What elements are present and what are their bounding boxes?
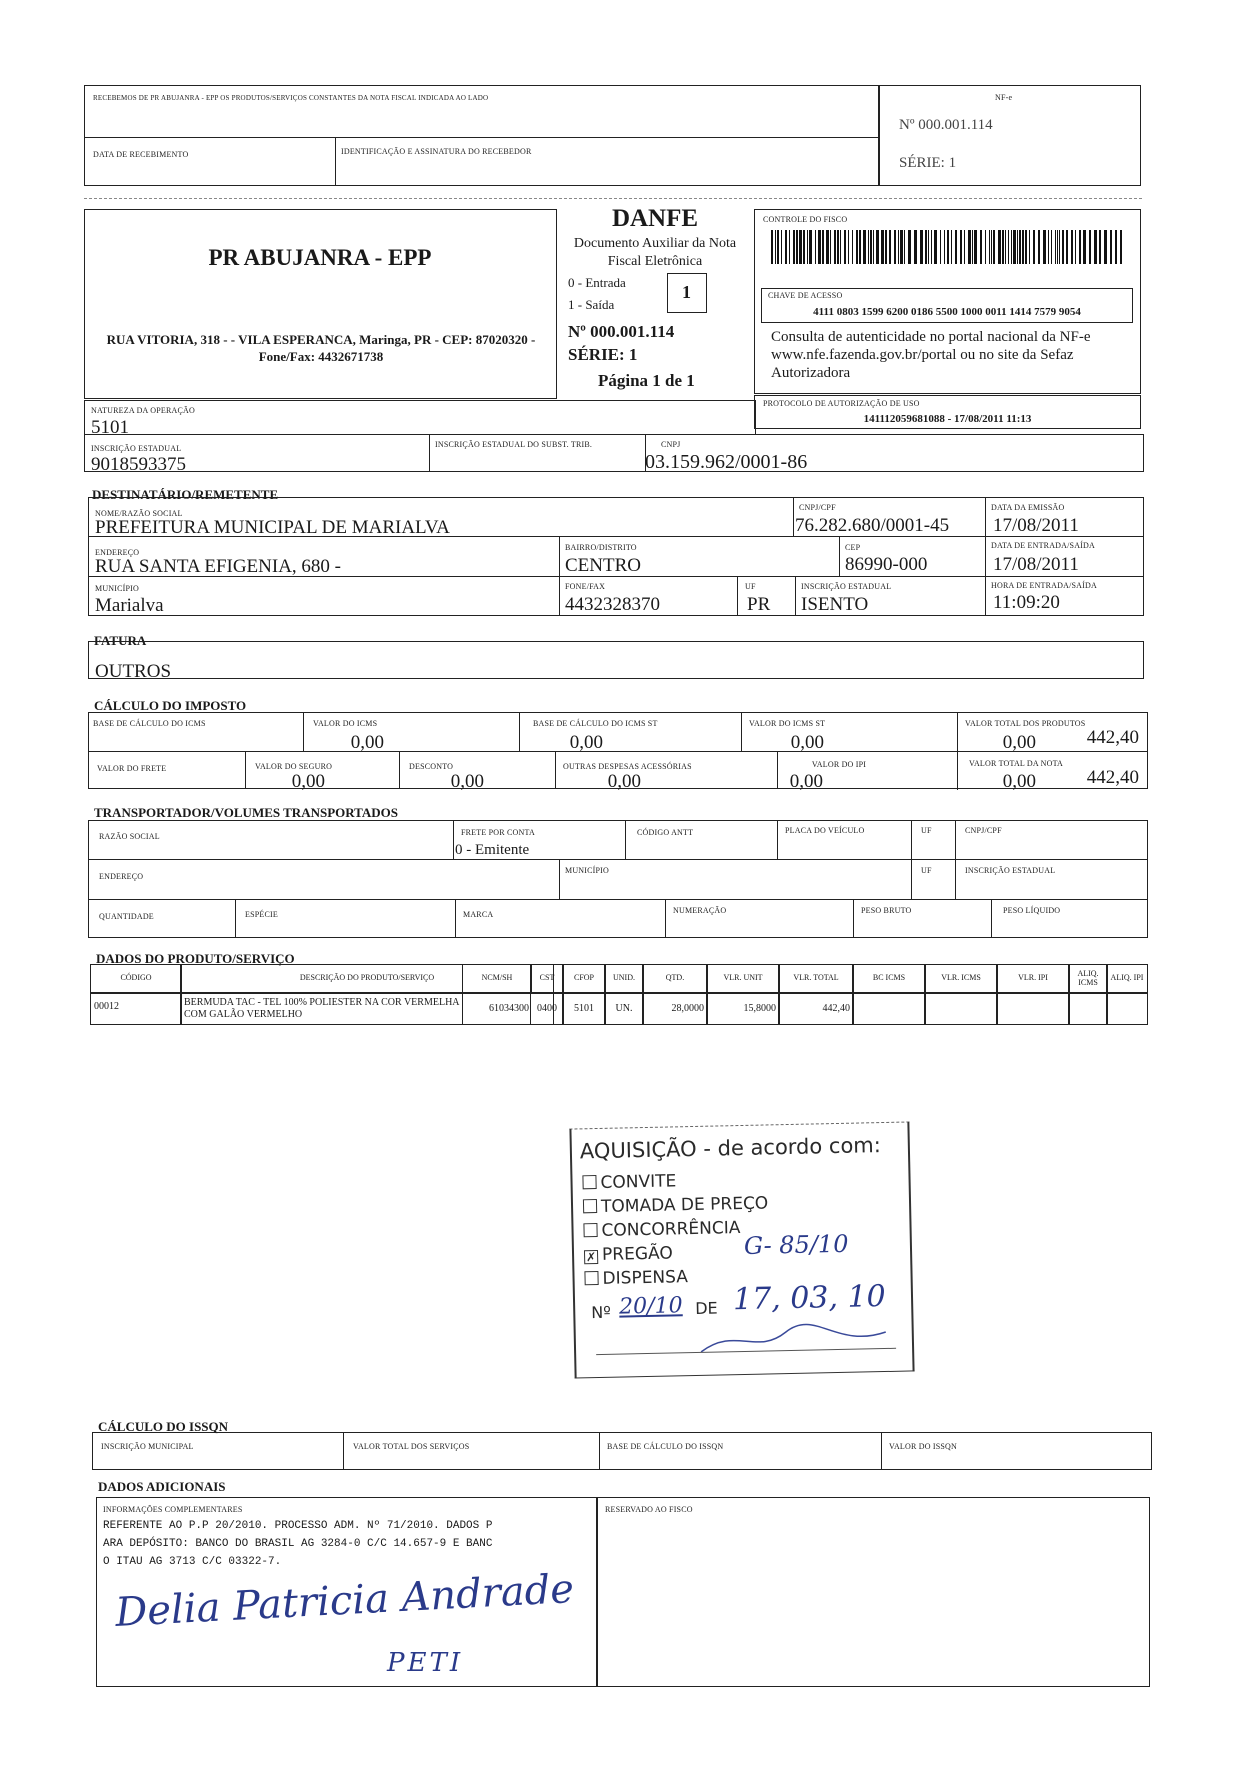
issuer-cnpj-label: CNPJ [661, 440, 681, 449]
issqn-value-label: VALOR DO ISSQN [889, 1442, 957, 1451]
gross-weight-label: PESO BRUTO [861, 906, 912, 915]
insurance-label: VALOR DO SEGURO [255, 762, 333, 771]
barcode-bar [974, 230, 977, 264]
item-qty: 28,0000 [671, 1003, 704, 1014]
handwritten-initials: PETI [387, 1648, 464, 1678]
phone-label: FONE/FAX [565, 582, 606, 591]
stamp-number-label: Nº [591, 1302, 611, 1323]
table-row [90, 993, 1148, 1025]
barcode-bar [944, 230, 945, 264]
barcode-bar [1011, 230, 1012, 264]
barcode-bar [889, 230, 891, 264]
access-key: 4111 0803 1599 6200 0186 5500 1000 0011 1414 7579 9054 [813, 306, 1081, 318]
col-icms-value: VLR. ICMS [941, 973, 981, 983]
barcode-bar [934, 230, 937, 264]
barcode-bar [807, 230, 808, 264]
barcode-bar [980, 230, 982, 264]
barcode-bar [1017, 230, 1018, 264]
barcode-bar [868, 230, 869, 264]
barcode-bar [844, 230, 846, 264]
recipient-box [88, 497, 1144, 616]
danfe-page: Página 1 de 1 [598, 371, 695, 390]
ipi-value: 0,00 [1002, 771, 1036, 792]
barcode-bar [834, 230, 836, 264]
issqn-base-label: BASE DE CÁLCULO DO ISSQN [607, 1442, 724, 1451]
species-label: ESPÉCIE [245, 910, 278, 919]
state-registration: 9018593375 [91, 454, 186, 475]
carrier-uf-label: UF [921, 826, 932, 835]
invoice-total: 442,40 [1086, 767, 1139, 788]
col-description: DESCRIÇÃO DO PRODUTO/SERVIÇO [299, 973, 435, 983]
invoice-value: OUTROS [95, 661, 172, 682]
barcode-bar [920, 230, 923, 264]
item-cst: 0400 [537, 1003, 557, 1014]
recipient-name: PREFEITURA MUNICIPAL DE MARIALVA [95, 517, 450, 538]
operation-nature-label: NATUREZA DA OPERAÇÃO [91, 406, 196, 415]
barcode-bar [991, 230, 992, 264]
barcode-bar [972, 230, 973, 264]
barcode-bar [1033, 230, 1035, 264]
barcode-bar [914, 230, 917, 264]
danfe-block [560, 205, 750, 400]
barcode-bar [881, 230, 884, 264]
issue-date-label: DATA DA EMISSÃO [991, 503, 1065, 512]
icms-st-value-label: VALOR DO ICMS ST [749, 719, 826, 728]
receipt-date-label: DATA DE RECEBIMENTO [93, 150, 189, 159]
item-unit-price: 15,8000 [743, 1003, 776, 1014]
carrier-city-label: MUNICÍPIO [565, 866, 610, 875]
tax-control-box [754, 209, 1141, 394]
recipient-address-label: ENDEREÇO [95, 548, 140, 557]
barcode-bar [1079, 230, 1081, 264]
stamp-pregao-note: G- 85/10 [743, 1229, 849, 1260]
stub-nfe-box [878, 85, 1141, 186]
danfe-entrada-option: 0 - Entrada [568, 275, 626, 290]
col-cst: CST [539, 973, 555, 983]
barcode-bar [940, 230, 941, 264]
access-key-label: CHAVE DE ACESSO [768, 291, 843, 300]
other-expenses-label: OUTRAS DESPESAS ACESSÓRIAS [563, 762, 692, 771]
additional-section-title: DADOS ADICIONAIS [98, 1479, 226, 1494]
icms-st-base-label: BASE DE CÁLCULO DO ICMS ST [533, 719, 658, 728]
barcode-bar [799, 230, 802, 264]
item-total-price: 442,40 [822, 1003, 850, 1014]
receipt-statement: RECEBEMOS DE PR ABUJANRA - EPP OS PRODUTOS/SERVIÇOS CONSTANTES DA NOTA FISCAL INDICADA AO LADO [93, 94, 489, 102]
numbering-label: NUMERAÇÃO [673, 906, 727, 915]
barcode-bar [931, 230, 932, 264]
entry-exit-time-label: HORA DE ENTRADA/SAÍDA [991, 581, 1097, 590]
icms-value: 0,00 [569, 732, 603, 753]
col-total-price: VLR. TOTAL [793, 973, 839, 983]
danfe-type-box [667, 273, 707, 313]
freight-payer-label: FRETE POR CONTA [461, 828, 535, 837]
barcode-bar [1029, 230, 1030, 264]
ipi-value-label: VALOR DO IPI [811, 760, 867, 769]
barcode-bar [822, 230, 824, 264]
carrier-name-label: RAZÃO SOCIAL [99, 832, 160, 841]
barcode-bar [955, 230, 957, 264]
barcode-bar [1051, 230, 1052, 264]
stamp-de-label: DE [695, 1298, 718, 1318]
barcode-bar [1120, 230, 1122, 264]
reserved-fisco-label: RESERVADO AO FISCO [605, 1505, 693, 1514]
issqn-section-title: CÁLCULO DO ISSQN [98, 1419, 229, 1434]
issuer-box [84, 209, 557, 399]
municipal-registration-label: INSCRIÇÃO MUNICIPAL [101, 1442, 194, 1451]
discount: 0,00 [607, 771, 641, 792]
recipient-cnpj-label: CNPJ/CPF [799, 503, 836, 512]
col-ipi-rate: ALIQ. IPI [1110, 973, 1144, 983]
barcode-bar [781, 230, 782, 264]
operation-nature: 5101 [91, 417, 129, 438]
barcode-bar [1094, 230, 1097, 264]
danfe-title: DANFE [611, 205, 699, 232]
tax-control-label: CONTROLE DO FISCO [763, 215, 848, 224]
barcode-bar [1083, 230, 1086, 264]
uf: PR [747, 594, 771, 615]
col-code: CÓDIGO [120, 973, 152, 983]
barcode-bar [1002, 230, 1004, 264]
icms-value-label: VALOR DO ICMS [313, 719, 378, 728]
stamp-option-convite: CONVITE [582, 1171, 676, 1193]
stamp-option-tomada: TOMADA DE PREÇO [583, 1193, 769, 1217]
barcode-bar [894, 230, 896, 264]
freight-payer: 0 - Emitente [455, 842, 530, 858]
barcode-bar [870, 230, 872, 264]
receiver-signature-label: IDENTIFICAÇÃO E ASSINATURA DO RECEBEDOR [341, 147, 532, 156]
zip-label: CEP [845, 543, 861, 552]
barcode-bar [908, 230, 911, 264]
col-cfop: CFOP [573, 973, 594, 983]
danfe-saida-option: 1 - Saída [568, 297, 615, 312]
stamp-option-pregao: ✗ PREGÃO [585, 1243, 673, 1265]
state-registration-label: INSCRIÇÃO ESTADUAL [91, 444, 182, 453]
barcode-bar [1110, 230, 1112, 264]
discount-label: DESCONTO [409, 762, 454, 771]
barcode-bar [1019, 230, 1021, 264]
barcode-bar [1008, 230, 1009, 264]
district: CENTRO [565, 555, 641, 576]
uf-label: UF [745, 582, 756, 591]
operation-nature-box [84, 400, 756, 438]
danfe-series: SÉRIE: 1 [568, 345, 638, 364]
services-total-label: VALOR TOTAL DOS SERVIÇOS [353, 1442, 470, 1451]
barcode-bar [826, 230, 829, 264]
item-ncm: 61034300 [489, 1003, 529, 1014]
freight: 0,00 [291, 771, 325, 792]
col-ncm: NCM/SH [481, 973, 513, 983]
barcode-bar [968, 230, 971, 264]
barcode-bar [1071, 230, 1073, 264]
recipient-address: RUA SANTA EFIGENIA, 680 - [95, 556, 342, 577]
icms-st-value: 0,00 [1002, 732, 1036, 753]
barcode-bar [900, 230, 903, 264]
stamp-title: AQUISIÇÃO - de acordo com: [579, 1133, 882, 1164]
danfe-subtitle: Documento Auxiliar da Nota Fiscal Eletrônica [573, 236, 737, 269]
entry-exit-date-label: DATA DE ENTRADA/SAÍDA [991, 541, 1096, 550]
col-ipi-value: VLR. IPI [1018, 973, 1048, 983]
invoice-total-label: VALOR TOTAL DA NOTA [969, 759, 1064, 768]
additional-info-label: INFORMAÇÕES COMPLEMENTARES [103, 1505, 243, 1514]
cut-line [84, 198, 1142, 199]
barcode-bar [964, 230, 965, 264]
barcode-bar [793, 230, 795, 264]
handwritten-signature: Delia Patricia Andrade [114, 1566, 575, 1636]
issuer-address: RUA VITORIA, 318 - - VILA ESPERANCA, Maringa, PR - CEP: 87020320 - Fone/Fax: 4432671738 [106, 332, 536, 364]
products-total-label: VALOR TOTAL DOS PRODUTOS [965, 719, 1086, 728]
barcode-bar [928, 230, 929, 264]
barcode-bar [1038, 230, 1040, 264]
district-label: BAIRRO/DISTRITO [565, 543, 637, 552]
barcode-bar [852, 230, 853, 264]
zip: 86990-000 [845, 554, 928, 575]
barcode-bar [785, 230, 787, 264]
tax-box [88, 712, 1148, 792]
entry-exit-date: 17/08/2011 [993, 554, 1079, 575]
barcode-bar [809, 230, 812, 264]
icms-st-base: 0,00 [790, 732, 824, 753]
issuer-registration-row [84, 434, 1144, 475]
item-description: BERMUDA TAC - TEL 100% POLIESTER NA COR VERMELHA COM GALÃO VERMELHO [184, 997, 459, 1020]
col-icms-base: BC ICMS [872, 973, 906, 983]
barcode-bar [863, 230, 866, 264]
additional-info-line-3: O ITAU AG 3713 C/C 03322-7. [103, 1556, 282, 1568]
barcode-bar [1048, 230, 1049, 264]
barcode-bar [1013, 230, 1016, 264]
col-qty: QTD. [665, 973, 685, 983]
nfe-label: NF-e [995, 93, 1013, 102]
barcode-bar [815, 230, 816, 264]
carrier-ie-label: INSCRIÇÃO ESTADUAL [965, 866, 1056, 875]
icms-base: 0,00 [350, 732, 384, 753]
barcode-bar [989, 230, 990, 264]
issuer-name: PR ABUJANRA - EPP [208, 245, 432, 270]
barcode-bar [951, 230, 952, 264]
freight-label: VALOR DO FRETE [97, 764, 167, 773]
recipient-section-title: DESTINATÁRIO/REMETENTE [92, 487, 279, 502]
barcode-bar [775, 230, 776, 264]
additional-info-line-2: ARA DEPÓSITO: BANCO DO BRASIL AG 3284-0 C/C 14.657-9 E BANC [103, 1538, 493, 1550]
barcode-bar [985, 230, 986, 264]
products-total: 442,40 [1086, 727, 1139, 748]
carrier-cnpj-label: CNPJ/CPF [965, 826, 1002, 835]
barcode-bar [1043, 230, 1046, 264]
carrier-section-title: TRANSPORTADOR/VOLUMES TRANSPORTADOS [94, 805, 399, 820]
authenticity-text: Consulta de autenticidade no portal nacional da NF-e www.nfe.fazenda.gov.br/portal ou no site da Sefaz Autorizadora [771, 329, 1091, 381]
barcode-bar [1062, 230, 1064, 264]
barcode-bar [998, 230, 1001, 264]
barcode-bar [1022, 230, 1024, 264]
barcode-bar [777, 230, 779, 264]
barcode-bar [993, 230, 995, 264]
col-icms-rate: ALIQ. ICMS [1077, 969, 1099, 987]
barcode-bar [904, 230, 905, 264]
issue-date: 17/08/2011 [993, 515, 1079, 536]
vehicle-plate-label: PLACA DO VEÍCULO [785, 826, 865, 835]
phone: 4432328370 [565, 594, 660, 615]
issuer-cnpj: 03.159.962/0001-86 [645, 451, 808, 473]
barcode-bar [876, 230, 879, 264]
barcode-bar [848, 230, 849, 264]
barcode-bar [1099, 230, 1101, 264]
barcode-bar [840, 230, 841, 264]
city-label: MUNICÍPIO [95, 584, 140, 593]
stamp-number: 20/10 [618, 1293, 683, 1320]
barcode-bar [873, 230, 874, 264]
barcode-bar [1075, 230, 1076, 264]
additional-info-box [96, 1497, 598, 1687]
issqn-box [92, 1432, 1152, 1470]
barcode-bar [1104, 230, 1107, 264]
city: Marialva [95, 595, 164, 616]
antt-label: CÓDIGO ANTT [637, 828, 694, 837]
recipient-ie: ISENTO [801, 594, 869, 615]
receipt-stub [84, 85, 880, 186]
recipient-ie-label: INSCRIÇÃO ESTADUAL [801, 582, 892, 591]
barcode-bar [837, 230, 839, 264]
stub-invoice-number: Nº 000.001.114 [899, 117, 993, 133]
brand-label: MARCA [463, 910, 494, 919]
protocol-value: 141112059681088 - 17/08/2011 11:13 [863, 413, 1032, 425]
barcode-bar [1089, 230, 1091, 264]
barcode-bar [771, 230, 773, 264]
barcode-bar [898, 230, 899, 264]
barcode-bar [818, 230, 821, 264]
icms-base-label: BASE DE CÁLCULO DO ICMS [93, 719, 206, 728]
barcode-bar [1005, 230, 1006, 264]
carrier-box [88, 820, 1148, 938]
carrier-address-label: ENDEREÇO [99, 872, 144, 881]
stub-invoice-series: SÉRIE: 1 [899, 155, 957, 171]
danfe-number: Nº 000.001.114 [568, 322, 675, 341]
invoice-section-title: FATURA [94, 633, 147, 648]
reserved-fisco-box [596, 1497, 1150, 1687]
col-unit: UNID. [613, 973, 635, 983]
carrier-uf2-label: UF [921, 866, 932, 875]
insurance: 0,00 [450, 771, 484, 792]
barcode-bar [1055, 230, 1056, 264]
barcode-bar [1059, 230, 1060, 264]
barcode-bar [859, 230, 861, 264]
item-cfop: 5101 [574, 1003, 594, 1014]
additional-info-line-1: REFERENTE AO P.P 20/2010. PROCESSO ADM. Nº 71/2010. DADOS P [103, 1520, 493, 1532]
barcode-bar [830, 230, 831, 264]
col-unit-price: VLR. UNIT [723, 973, 763, 983]
products-section-title: DADOS DO PRODUTO/SERVIÇO [96, 951, 295, 966]
quantity-label: QUANTIDADE [99, 912, 154, 921]
barcode-bar [947, 230, 949, 264]
protocol-label: PROTOCOLO DE AUTORIZAÇÃO DE USO [763, 399, 920, 408]
invoice-box [88, 641, 1144, 682]
stamp-signature-scribble [695, 1318, 896, 1362]
barcode-bar [1025, 230, 1027, 264]
barcode-bar [925, 230, 927, 264]
other-expenses: 0,00 [789, 771, 823, 792]
stamp-option-dispensa: DISPENSA [584, 1267, 688, 1289]
barcode-bar [1057, 230, 1058, 264]
barcode [771, 230, 1126, 264]
stamp-date: 17, 03, 10 [732, 1279, 887, 1318]
barcode-bar [885, 230, 887, 264]
acquisition-stamp [569, 1121, 914, 1378]
barcode-bar [789, 230, 790, 264]
access-key-box [761, 288, 1133, 323]
barcode-bar [856, 230, 858, 264]
barcode-bar [803, 230, 805, 264]
recipient-cnpj: 76.282.680/0001-45 [795, 515, 950, 536]
entry-exit-time: 11:09:20 [993, 592, 1060, 613]
barcode-bar [1115, 230, 1117, 264]
item-code: 00012 [94, 1001, 119, 1012]
barcode-bar [1066, 230, 1068, 264]
item-unit: UN. [615, 1003, 633, 1014]
recipient-name-label: NOME/RAZÃO SOCIAL [95, 509, 183, 518]
stamp-option-concorrencia: CONCORRÊNCIA [583, 1218, 740, 1241]
st-registration-label: INSCRIÇÃO ESTADUAL DO SUBST. TRIB. [435, 440, 593, 449]
net-weight-label: PESO LÍQUIDO [1003, 906, 1061, 915]
barcode-bar [960, 230, 962, 264]
protocol-box [754, 395, 1141, 429]
danfe-type-value: 1 [682, 282, 691, 302]
barcode-bar [796, 230, 798, 264]
tax-section-title: CÁLCULO DO IMPOSTO [94, 698, 247, 713]
